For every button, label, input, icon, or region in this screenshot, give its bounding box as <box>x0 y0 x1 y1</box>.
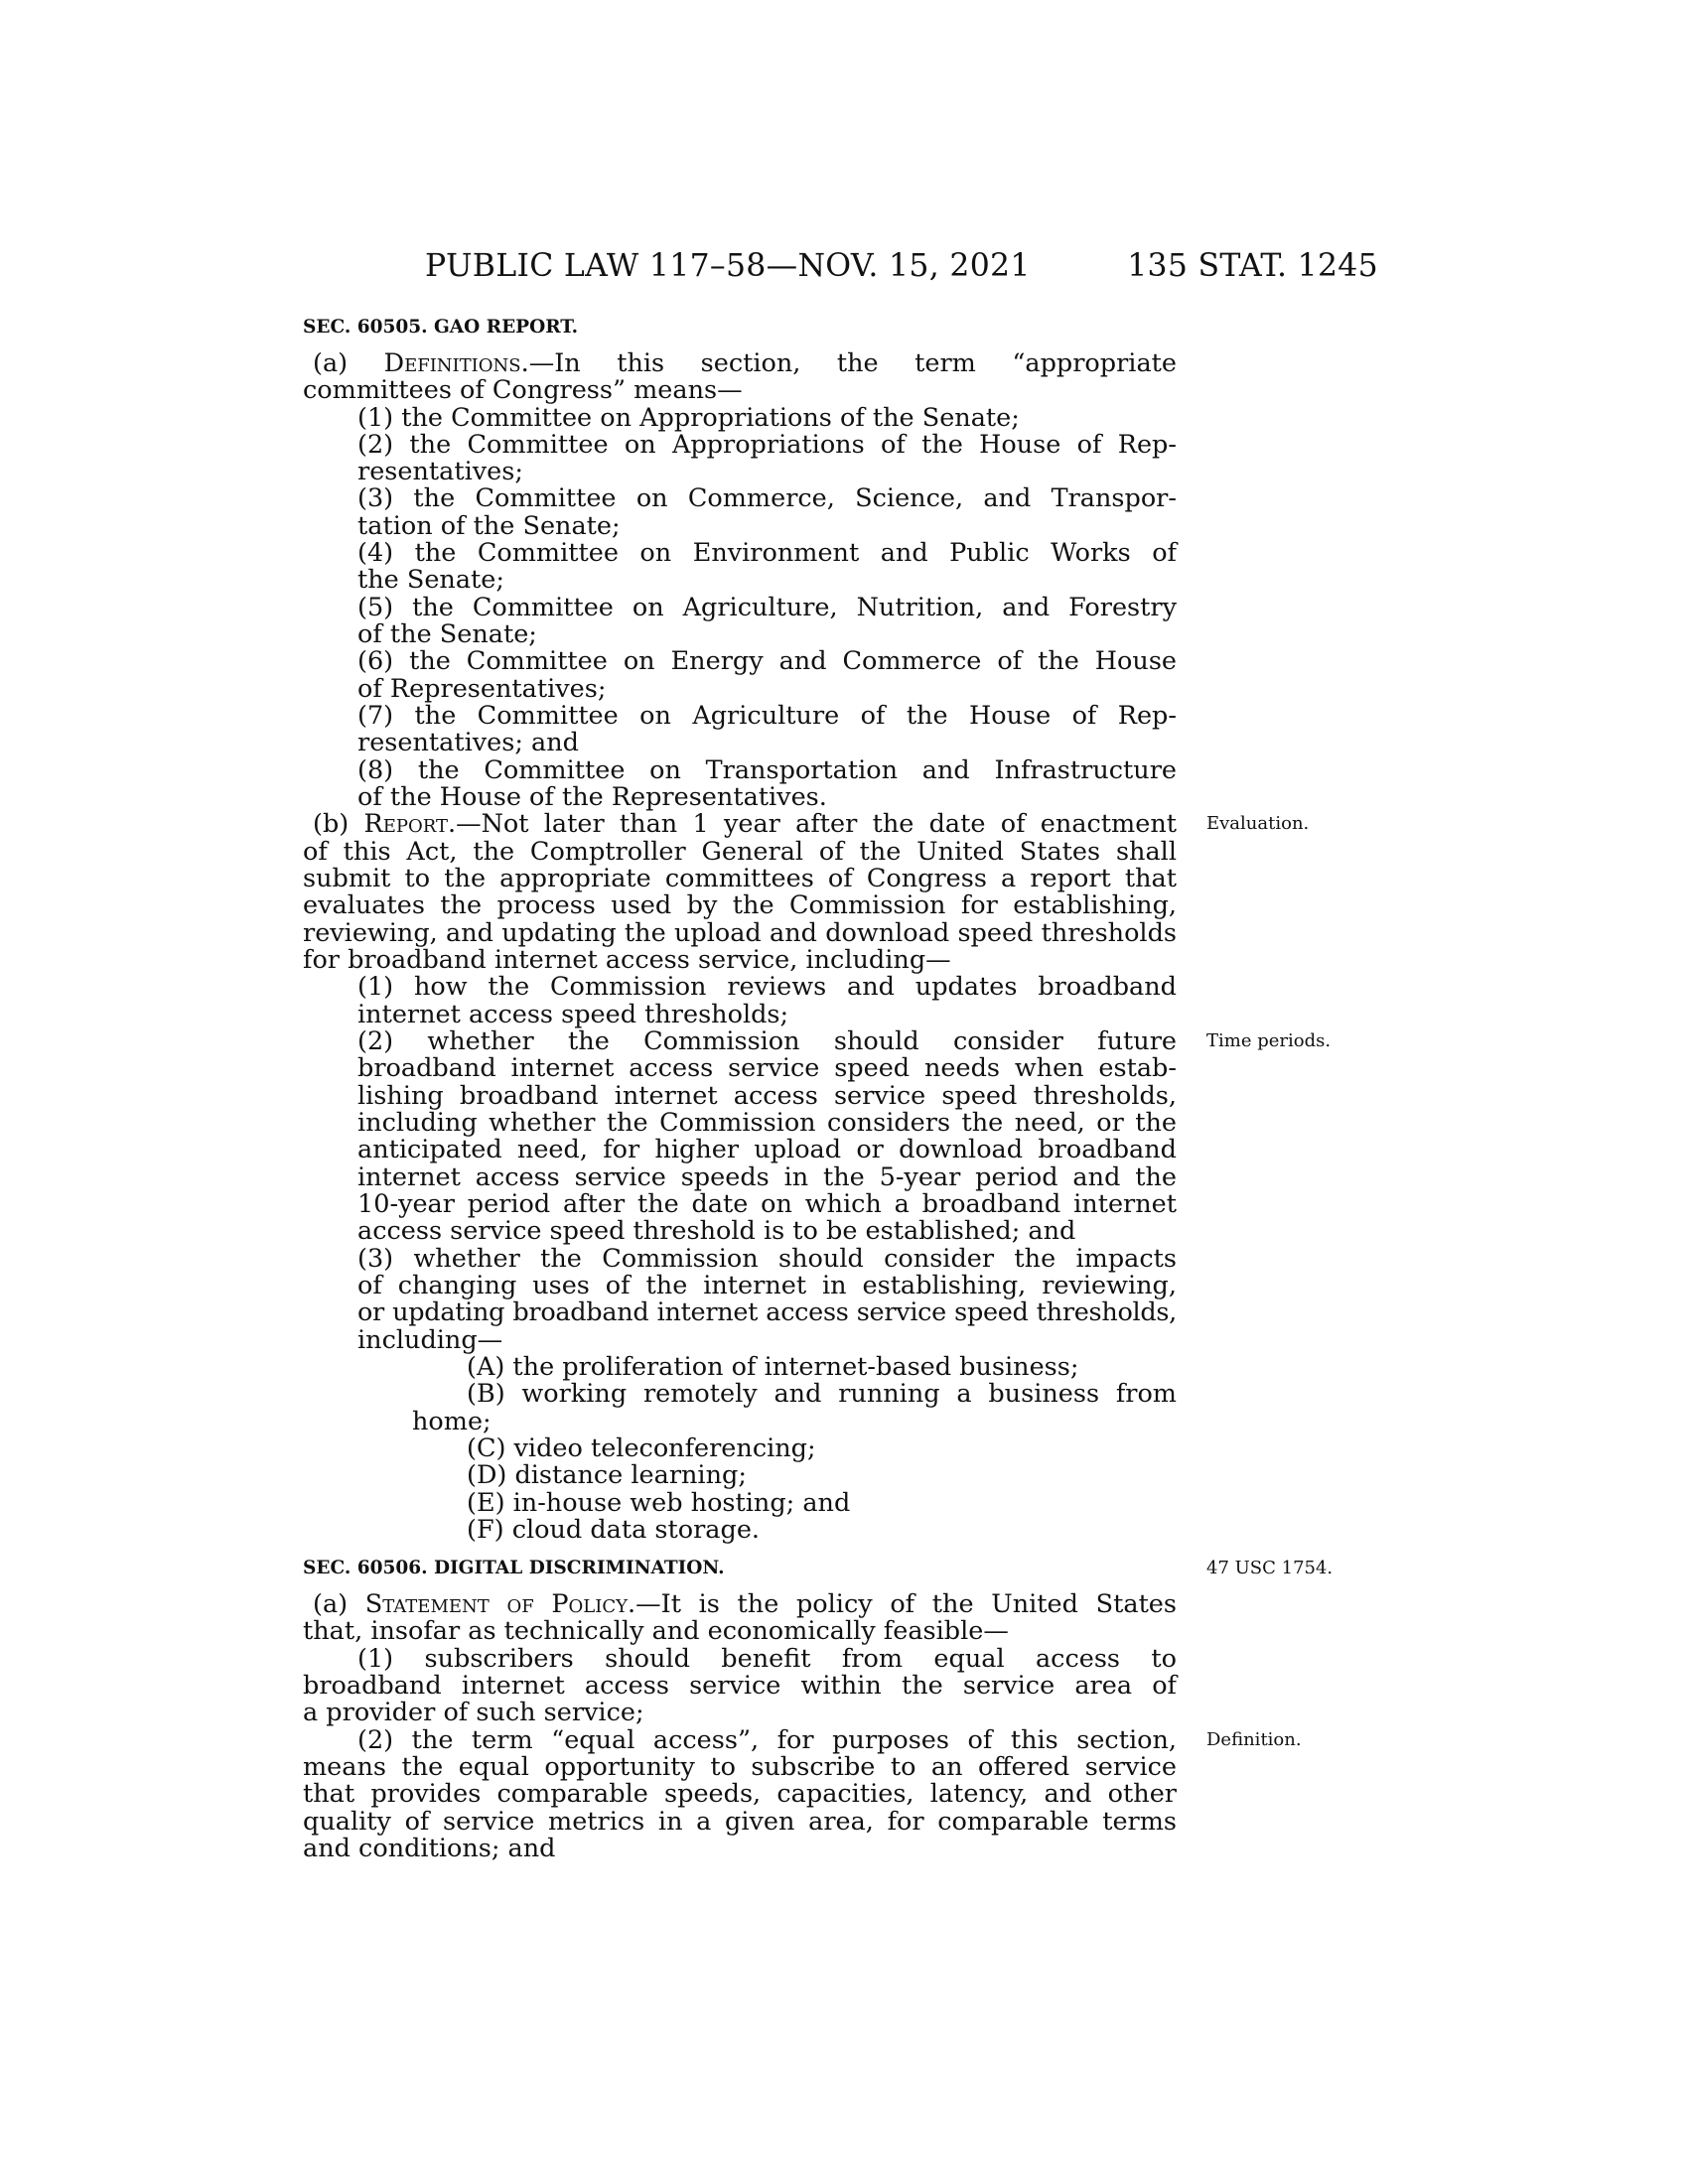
margin-note-definition: Definition. <box>1206 1729 1302 1750</box>
list-item-cont: a provider of such service; <box>303 1698 644 1727</box>
margin-note-usc-citation: 47 USC 1754. <box>1206 1558 1334 1578</box>
sub-list-item: (A) the proliferation of internet-based business; <box>467 1352 1079 1382</box>
subsection-label: (b) <box>313 809 350 839</box>
sub-list-item: (B) working remotely and running a business from <box>467 1379 1177 1409</box>
subsection-caption: Report <box>363 809 448 839</box>
public-law-citation: PUBLIC LAW 117–58—NOV. 15, 2021 <box>425 248 1031 284</box>
list-item-cont: and conditions; and <box>303 1834 556 1863</box>
sub-list-item: (C) video teleconferencing; <box>467 1433 816 1463</box>
list-item: (4) the Committee on Environment and Public Works of <box>357 538 1177 568</box>
subsection-caption: Statement of Policy <box>364 1589 629 1619</box>
list-item: (2) the term “equal access”, for purposes of this section, <box>357 1725 1177 1755</box>
list-item: (3) the Committee on Commerce, Science, and Transpor- <box>357 483 1177 513</box>
list-item-cont: access service speed threshold is to be established; and <box>357 1216 1076 1246</box>
list-item-cont: the Senate; <box>357 565 504 595</box>
text-line: .—In this section, the term “appropriate <box>520 348 1177 378</box>
list-item: (1) how the Commission reviews and updates broadband <box>357 972 1177 1002</box>
text-line: submit to the appropriate committees of Congress a report that <box>303 864 1177 893</box>
section-heading-gao-report: SEC. 60505. GAO REPORT. <box>303 317 579 338</box>
list-item: (7) the Committee on Agriculture of the House of Rep- <box>357 701 1177 731</box>
sub-list-item-cont: home; <box>412 1407 492 1436</box>
subsection-label: (a) <box>313 1589 349 1619</box>
sub-list-item: (E) in-house web hosting; and <box>467 1488 851 1518</box>
text-line: .—Not later than 1 year after the date of enactment <box>447 809 1177 839</box>
list-item: (3) whether the Commission should consider the impacts <box>357 1244 1177 1274</box>
page-header <box>425 246 1378 286</box>
sub-list-item: (F) cloud data storage. <box>467 1515 761 1545</box>
list-item-cont: including— <box>357 1325 503 1355</box>
list-item: (2) the Committee on Appropriations of the House of Rep- <box>357 430 1177 460</box>
list-item-cont: of changing uses of the internet in establishing, reviewing, <box>357 1271 1177 1300</box>
list-item-cont: or updating broadband internet access service speed thresholds, <box>357 1297 1177 1327</box>
list-item-cont: broadband internet access service within the service area of <box>303 1671 1177 1701</box>
margin-note-time-periods: Time periods. <box>1206 1030 1332 1051</box>
margin-note-evaluation: Evaluation. <box>1206 813 1310 834</box>
list-item-cont: broadband internet access service speed needs when estab- <box>357 1053 1177 1083</box>
list-item-cont: of the Senate; <box>357 619 537 649</box>
list-item-cont: tation of the Senate; <box>357 511 621 541</box>
text-line: evaluates the process used by the Commission for establishing, <box>303 890 1177 920</box>
subsection-a-definitions <box>303 349 1177 377</box>
sub-list-item: (D) distance learning; <box>467 1460 747 1490</box>
list-item: (1) the Committee on Appropriations of the Senate; <box>357 403 1020 433</box>
list-item-cont: that provides comparable speeds, capacities, latency, and other <box>303 1779 1177 1809</box>
list-item-cont: quality of service metrics in a given area, for comparable terms <box>303 1807 1177 1837</box>
list-item-cont: of Representatives; <box>357 674 607 704</box>
list-item-cont: means the equal opportunity to subscribe to an offered service <box>303 1752 1177 1782</box>
text-line: that, insofar as technically and economically feasible— <box>303 1616 1009 1646</box>
text-line: reviewing, and updating the upload and download speed thresholds <box>303 918 1177 948</box>
list-item-cont: including whether the Commission considers the need, or the <box>357 1108 1177 1138</box>
list-item-cont: 10-year period after the date on which a broadband internet <box>357 1189 1177 1219</box>
list-item: (6) the Committee on Energy and Commerce of the House <box>357 646 1177 676</box>
subsection-caption: Definitions <box>383 348 521 378</box>
list-item-cont: internet access speed thresholds; <box>357 1000 789 1029</box>
subsection-label: (a) <box>313 348 349 378</box>
list-item-cont: resentatives; and <box>357 728 579 757</box>
list-item-cont: internet access service speeds in the 5-year period and the <box>357 1162 1177 1192</box>
list-item-cont: resentatives; <box>357 457 523 486</box>
subsection-a-statement-of-policy <box>303 1590 1177 1618</box>
statute-page-number: 135 STAT. 1245 <box>1127 248 1378 284</box>
list-item: (8) the Committee on Transportation and Infrastructure <box>357 755 1177 785</box>
text-line: of this Act, the Comptroller General of the United States shall <box>303 837 1177 867</box>
subsection-b-report <box>303 810 1177 838</box>
list-item: (2) whether the Commission should consider future <box>357 1026 1177 1056</box>
text-line: .—It is the policy of the United States <box>628 1589 1177 1619</box>
list-item: (5) the Committee on Agriculture, Nutrition, and Forestry <box>357 593 1177 622</box>
section-heading-digital-discrimination: SEC. 60506. DIGITAL DISCRIMINATION. <box>303 1558 725 1578</box>
list-item-cont: anticipated need, for higher upload or download broadband <box>357 1135 1177 1164</box>
text-line: for broadband internet access service, including— <box>303 945 951 975</box>
list-item: (1) subscribers should benefit from equal access to <box>357 1644 1177 1674</box>
list-item-cont: of the House of the Representatives. <box>357 782 827 812</box>
list-item-cont: lishing broadband internet access service speed thresholds, <box>357 1081 1177 1111</box>
text-line: committees of Congress” means— <box>303 375 743 405</box>
